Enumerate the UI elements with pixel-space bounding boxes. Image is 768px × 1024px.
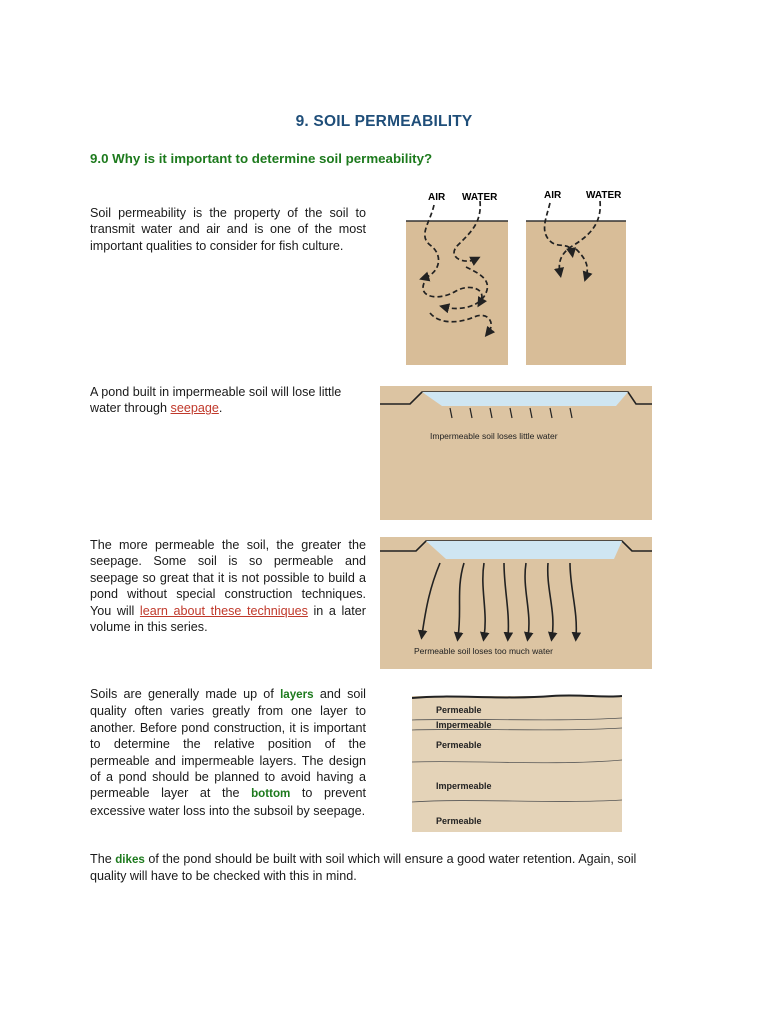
paragraph-text: . [218, 401, 223, 416]
keyword-dikes: dikes [115, 853, 145, 866]
water-label-left: WATER [462, 192, 498, 203]
paragraph-text: and soil quality often varies greatly from one layer to another. Before pond construction, it is important to determine the relative position of the permeable and impermeable layers. The design of a pond should be planned to avoid having a permeable layer at the [90, 687, 366, 801]
soil-block-right [526, 221, 626, 365]
paragraph-impermeable [90, 384, 366, 417]
layer-label-2: Impermeable [436, 720, 492, 730]
paragraph-definition [90, 205, 366, 254]
page-title: 9. SOIL PERMEABILITY [295, 113, 473, 130]
keyword-layers: layers [280, 688, 314, 701]
layer-label-3: Permeable [436, 740, 482, 750]
paragraph-text: Soil permeability is the property of the soil to transmit water and air and is one of the most important qualities to consider for fish culture. [90, 206, 366, 253]
paragraph-dikes [90, 851, 670, 885]
pond-water [426, 541, 622, 559]
air-label-right: AIR [544, 190, 562, 201]
permeable-pond-figure [380, 537, 652, 669]
keyword-bottom: bottom [251, 787, 291, 801]
paragraph-text: The more permeable the soil, the greater the seepage. Some soil is so permeable and seepage so great that it is not possible to build a pond without special construction techniques. You will [90, 538, 366, 618]
paragraph-text: of the pond should be built with soil which will ensure a good water retention. Again, soil quality will have to be checked with this in mind. [90, 852, 637, 884]
soil-layers-figure [412, 684, 622, 832]
soil-background [412, 696, 622, 832]
layer-label-4: Impermeable [436, 781, 492, 791]
seepage-link[interactable]: seepage [170, 401, 219, 416]
paragraph-text: in a later volume in this series. [90, 603, 366, 635]
soil-block-left [406, 221, 508, 365]
paragraph-permeable [90, 537, 366, 635]
paragraph-layers [90, 686, 366, 819]
section-heading: 9.0 Why is it important to determine soil permeability? [90, 151, 433, 166]
soil-background [380, 386, 652, 520]
pond-water [422, 392, 628, 406]
figure-caption: Permeable soil loses too much water [414, 646, 553, 656]
figure-caption: Impermeable soil loses little water [430, 431, 558, 441]
paragraph-text: to prevent excessive water loss into the subsoil by seepage. [90, 786, 366, 818]
layer-label-1: Permeable [436, 705, 482, 715]
air-water-figure [400, 183, 632, 369]
layer-label-5: Permeable [436, 816, 482, 826]
paragraph-text: The [90, 852, 116, 866]
water-label-right: WATER [586, 190, 622, 201]
techniques-link[interactable]: learn about these techniques [139, 603, 308, 618]
air-label-left: AIR [428, 192, 446, 203]
impermeable-pond-figure [380, 386, 652, 520]
paragraph-text: A pond built in impermeable soil will lose little water through [90, 385, 342, 416]
paragraph-text: Soils are generally made up of [90, 687, 281, 701]
